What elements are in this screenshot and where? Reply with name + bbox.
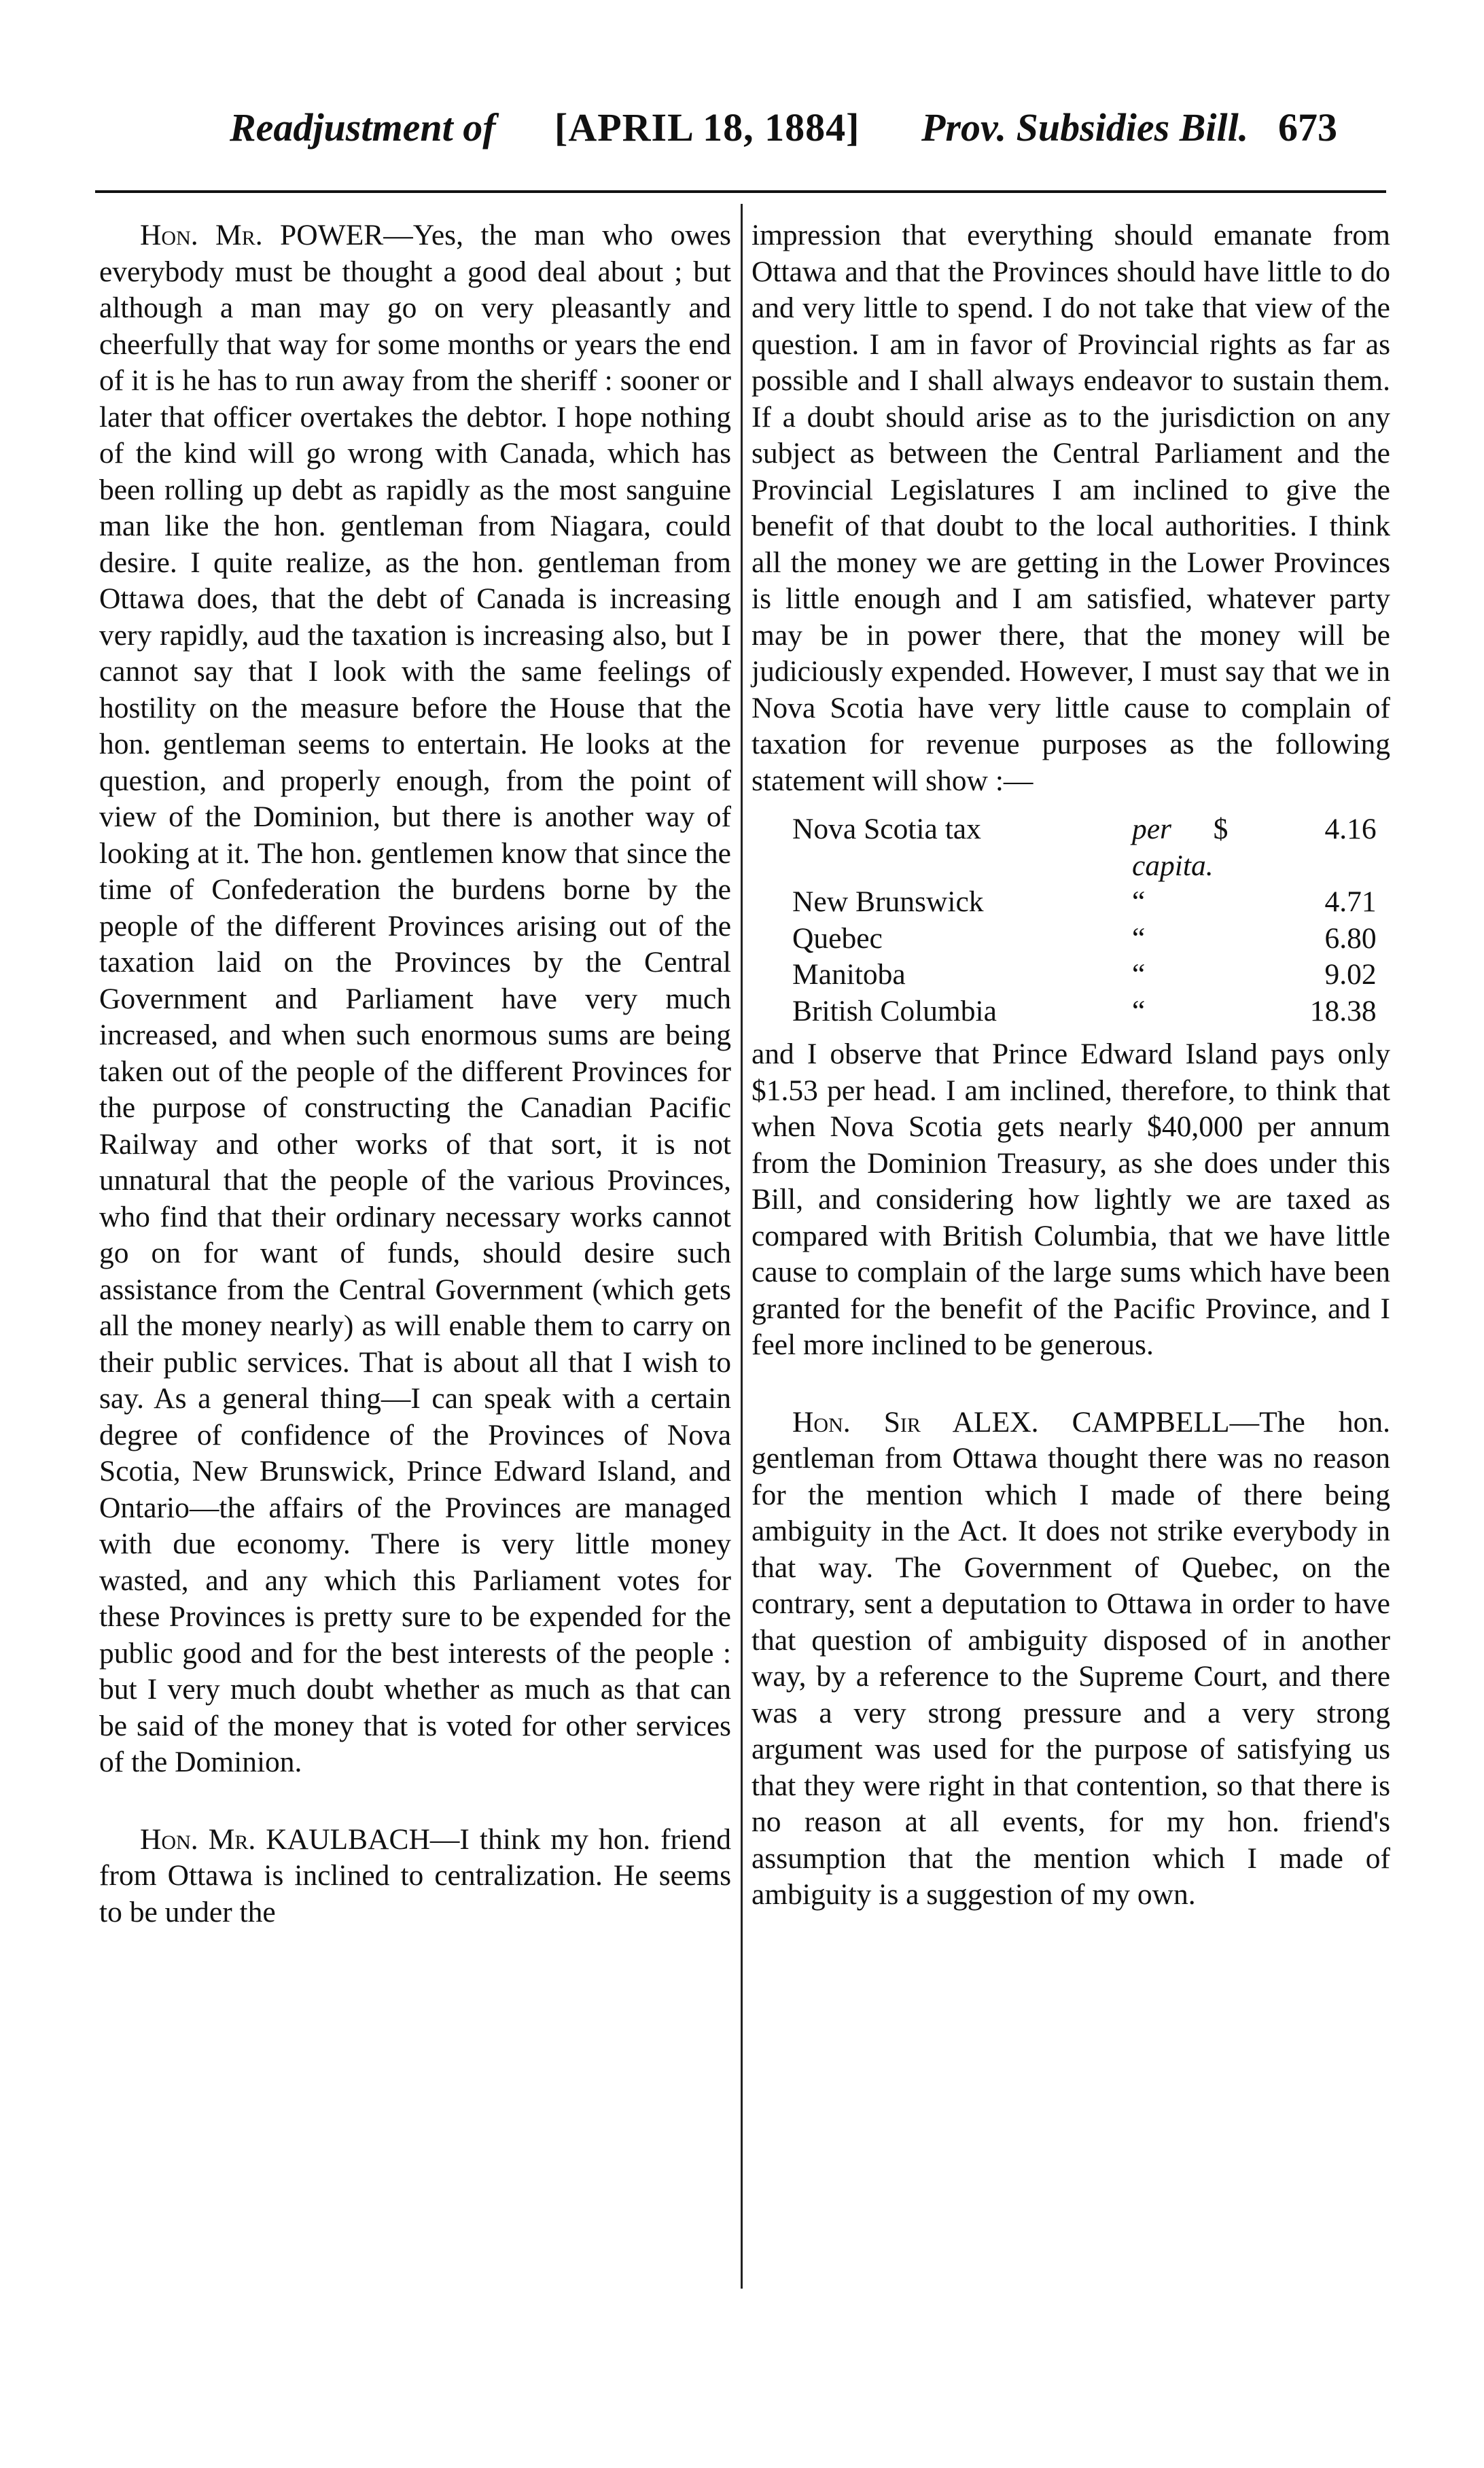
tax-value: 4.71 xyxy=(1324,885,1377,918)
tax-qualifier: per capita. xyxy=(1132,813,1214,882)
tax-province: Nova Scotia tax xyxy=(792,813,981,845)
header-rule xyxy=(95,190,1386,193)
tax-value: 6.80 xyxy=(1324,921,1377,955)
speech-kaulbach xyxy=(99,1822,731,1931)
speaker-name: Hon. Mr. KAULBACH xyxy=(140,1822,430,1856)
speech-text: —The hon. gentleman from Ottawa thought there was no reason for the mention which I made of there being ambiguity in the Act. It does not strike everybody in that way. The Government of Quebec, on the contrary, sent a deputation to Ottawa in order to have that question of ambiguity disposed of in another way, by a reference to the Supreme Court, and there was a very strong pressure and a very strong argument was used for the purpose of satisfying us that they were right in that contention, so that there is no reason at all events, for my hon. friend's assumption that the mention which I made of ambiguity is a suggestion of my own. xyxy=(752,1405,1390,1911)
header-right-title: Prov. Subsidies Bill. xyxy=(921,105,1249,149)
header-left-title: Readjustment of xyxy=(230,105,496,149)
tax-province: British Columbia xyxy=(792,994,997,1027)
tax-province: Quebec xyxy=(792,921,883,955)
tax-province: Manitoba xyxy=(792,958,906,991)
tax-currency xyxy=(1214,884,1254,921)
column-divider xyxy=(741,204,743,2289)
header-date: [APRIL 18, 1884] xyxy=(554,105,860,149)
speech-kaulbach-continued: impression that everything should emanate from Ottawa and that the Provinces should have little to do and very little to spend. I do not take that view of the question. I am in favor of Provincial rights as far as possible and I shall always endeavor to sustain them. If a doubt should arise as to the jurisdiction on any subject as between the Central Parliament and the Provincial Legislatures I am inclined to give the benefit of that doubt to the local authorities. I think all the money we are getting in the Lower Provinces is little enough and I am satisfied, whatever party may be in power there, that the money will be judiciously expended. However, I must say that we in Nova Scotia have very little cause to complain of taxation for revenue purposes as the following statement will show :— xyxy=(752,219,1390,797)
tax-currency: $ xyxy=(1213,813,1229,845)
tax-value: 18.38 xyxy=(1309,994,1377,1027)
tax-row xyxy=(792,811,1377,884)
page-number: 673 xyxy=(1278,105,1337,149)
tax-row xyxy=(792,993,1377,1030)
speech-text: —Yes, the man who owes everybody must be thought a good deal about ; but although a man may go on very pleasantly and cheerfully that way for some months or years the end of it is he has to run away from the sheriff : sooner or later that officer overtakes the debtor. I hope nothing of the kind will go wrong with Canada, which has been rolling up debt as rapidly as the most sanguine man like the hon. gentleman from Niagara, could desire. I quite realize, as the hon. gentleman from Ottawa does, that the debt of Canada is increasing very rapidly, aud the taxation is increasing also, but I cannot say that I look with the same feelings of hostility on the measure before the House that the hon. gentleman seems to entertain. He looks at the question, and properly enough, from the point of view of the Dominion, but there is another way of looking at it. The hon. gentlemen know that since the time of Confederation the burdens borne by the people of the different Provinces arising out of the taxation laid on the Provinces by the Central Government and Parliament have very much increased, and when such enormous sums are being taken out of the people of the different Provinces for the purpose of constructing the Canadian Pacific Railway and other works of that sort, it is not unnatural that the people of the various Provinces, who find that their ordinary necessary works cannot go on for want of funds, should desire such assistance from the Central Government (which gets all the money nearly) as will enable them to carry on their public services. That is about all that I wish to say. As a general thing—I can speak with a certain degree of confidence of the Provinces of Nova Scotia, New Brunswick, Prince Edward Island, and Ontario—the affairs of the Provinces are managed with due economy. There is very little money wasted, and any which this Parliament votes for these Provinces is pretty sure to be expended for the public good and for the best interests of the people : but I very much doubt whether as much as that can be said of the money that is voted for other services of the Dominion. xyxy=(99,219,731,1778)
tax-qualifier: “ xyxy=(1132,921,1146,955)
tax-row xyxy=(792,921,1377,957)
tax-currency xyxy=(1214,993,1254,1030)
tax-qualifier: “ xyxy=(1132,885,1146,918)
tax-province: New Brunswick xyxy=(792,885,984,918)
tax-per-capita-table xyxy=(792,811,1377,1029)
tax-row xyxy=(792,957,1377,993)
speech-campbell xyxy=(752,1405,1390,1914)
speech-text: —I think my hon. friend from Ottawa is inclined to centralization. He seems to be under the xyxy=(99,1822,731,1928)
tax-qualifier: “ xyxy=(1132,958,1146,991)
tax-value: 9.02 xyxy=(1324,958,1377,991)
tax-qualifier: “ xyxy=(1132,994,1146,1027)
running-header xyxy=(188,101,1337,155)
tax-row xyxy=(792,884,1377,921)
speaker-name: Hon. Sir ALEX. CAMPBELL xyxy=(792,1405,1230,1439)
tax-currency xyxy=(1214,921,1254,957)
tax-value: 4.16 xyxy=(1324,813,1377,845)
left-column xyxy=(99,217,731,1931)
tax-currency xyxy=(1214,957,1254,993)
speech-power xyxy=(99,217,731,1781)
speaker-name: Hon. Mr. POWER xyxy=(140,219,384,251)
speech-kaulbach-conclusion: and I observe that Prince Edward Island pays only $1.53 per head. I am inclined, therefore, to think that when Nova Scotia gets nearly $40,000 per annum from the Dominion Treasury, as she does under this Bill, and considering how lightly we are taxed as compared with British Columbia, that we have little cause to complain of the large sums which have been granted for the benefit of the Pacific Province, and I feel more inclined to be generous. xyxy=(752,1038,1390,1361)
right-column xyxy=(752,217,1390,1914)
